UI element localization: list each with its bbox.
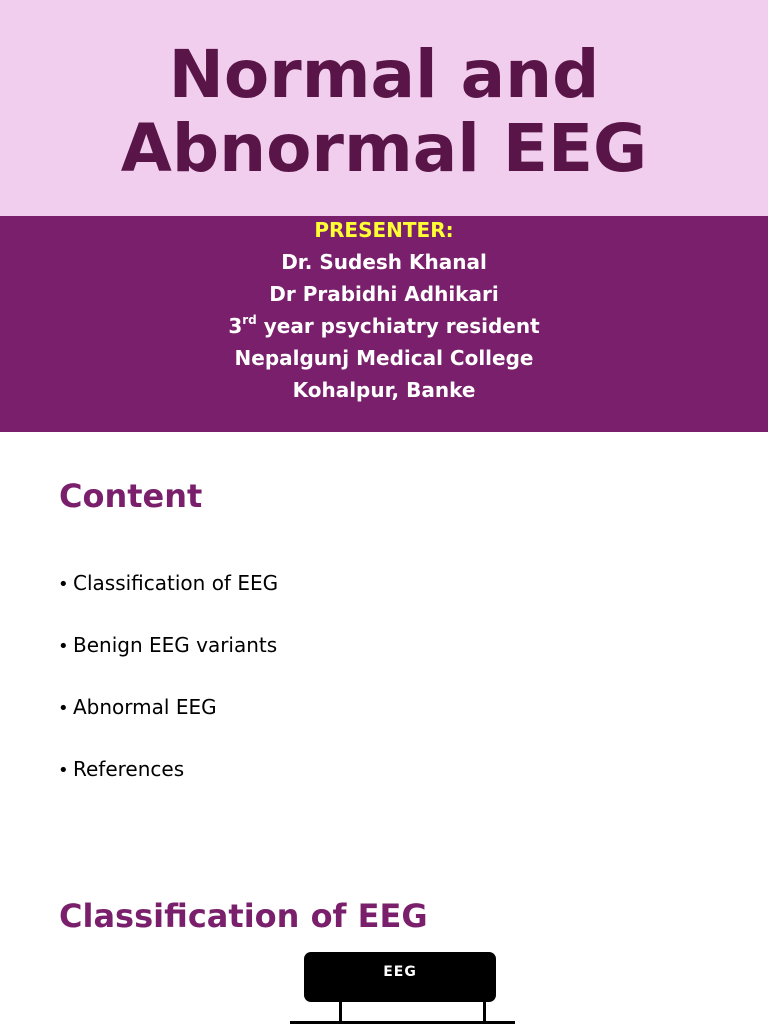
slide-title <box>0 38 768 186</box>
presenter-college: Nepalgunj Medical College <box>234 346 534 370</box>
title-line-1: Normal and <box>168 36 600 113</box>
presenter-label: PRESENTER: <box>314 218 454 242</box>
bullet-icon: • <box>58 574 69 595</box>
content-item-references <box>58 755 184 785</box>
presenter-block <box>0 216 768 406</box>
presenter-name-2: Dr Prabidhi Adhikari <box>269 282 499 306</box>
bullet-icon: • <box>58 636 69 657</box>
bullet-icon: • <box>58 698 69 719</box>
presenter-name-1: Dr. Sudesh Khanal <box>281 250 487 274</box>
bullet-text: Classification of EEG <box>73 571 279 595</box>
year-number: 3 <box>228 314 243 338</box>
content-item-benign-variants <box>58 631 277 661</box>
bullet-text: References <box>73 757 185 781</box>
content-item-classification <box>58 569 278 599</box>
presenter-year <box>0 310 768 342</box>
bullet-icon: • <box>58 760 69 781</box>
bullet-text: Benign EEG variants <box>73 633 278 657</box>
presenter-location: Kohalpur, Banke <box>292 378 476 402</box>
diagram-root-node: EEG <box>304 952 496 1002</box>
classification-heading: Classification of EEG <box>59 897 428 935</box>
title-line-2: Abnormal EEG <box>120 110 648 187</box>
bullet-text: Abnormal EEG <box>73 695 217 719</box>
year-rest: year psychiatry resident <box>256 314 540 338</box>
content-item-abnormal-eeg <box>58 693 217 723</box>
content-heading: Content <box>59 477 203 515</box>
year-suffix: rd <box>242 313 257 328</box>
